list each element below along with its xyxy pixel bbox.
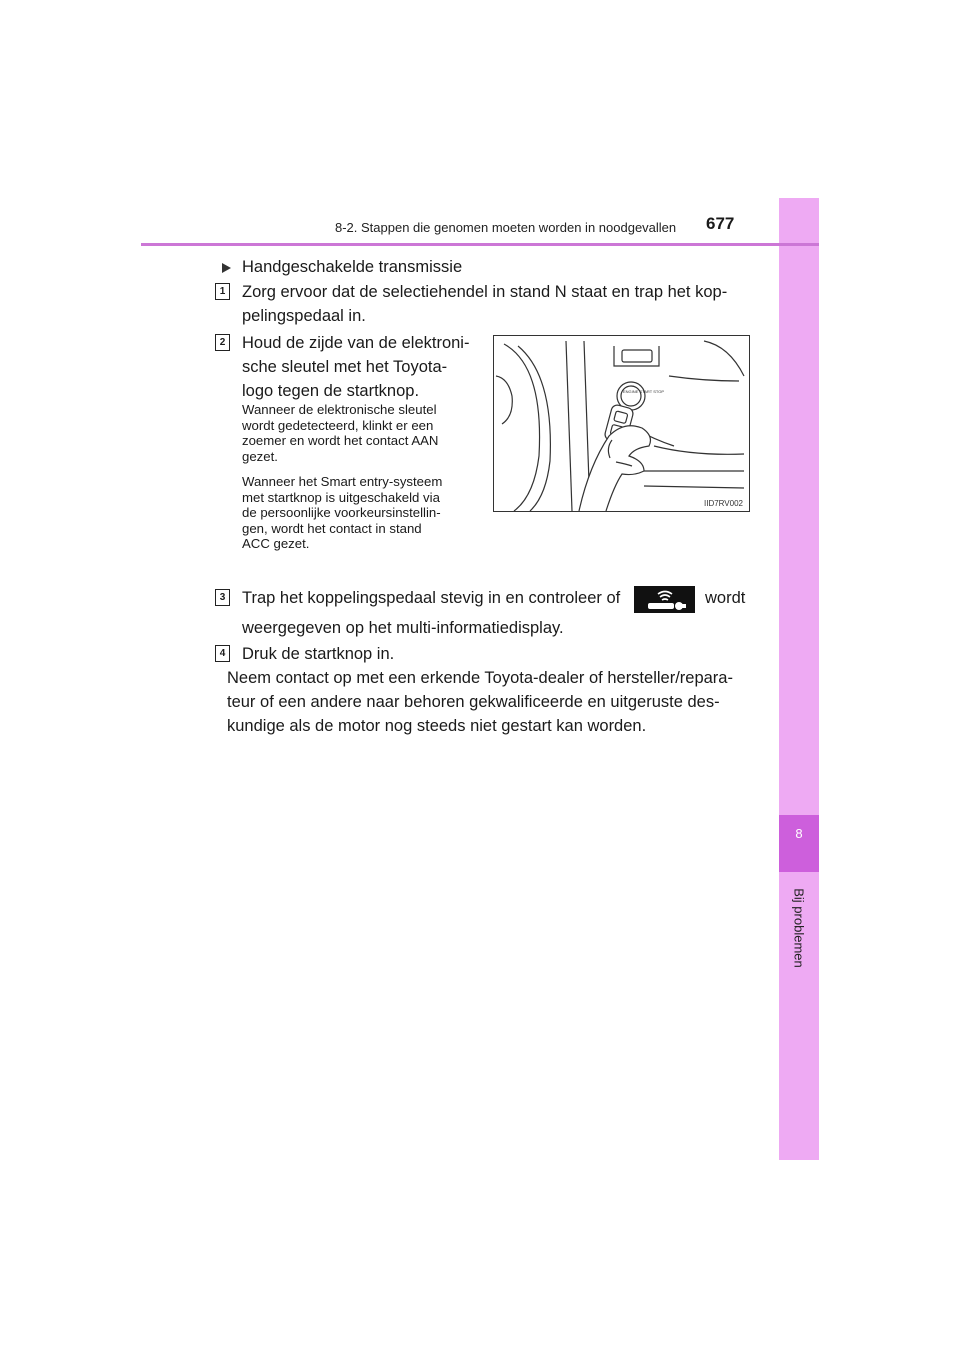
note-detected-line: Wanneer de elektronische sleutel bbox=[242, 402, 437, 417]
final-line-2: teur of een andere naar behoren gekwalificeerde en uitgeruste des- bbox=[227, 693, 720, 711]
step-3-badge: 3 bbox=[215, 589, 230, 606]
step-3-line-1-after: wordt bbox=[705, 589, 746, 607]
step-1-line-1: Zorg ervoor dat de selectiehendel in stand N staat en trap het kop- bbox=[242, 283, 728, 301]
note-disabled bbox=[242, 474, 479, 552]
step-4-text: Druk de startknop in. bbox=[242, 645, 395, 663]
subheading: Handgeschakelde transmissie bbox=[242, 258, 463, 276]
step-2-badge: 2 bbox=[215, 334, 230, 351]
chapter-label-wrap bbox=[784, 883, 814, 973]
key-to-start-button-illustration bbox=[493, 335, 750, 512]
note-disabled-line: ACC gezet. bbox=[242, 536, 310, 551]
step-2-line-3: logo tegen de startknop. bbox=[242, 382, 420, 400]
key-wireless-indicator-glyph bbox=[634, 586, 695, 613]
note-detected-line: zoemer en wordt het contact AAN bbox=[242, 433, 439, 448]
step-2-line-1: Houd de zijde van de elektroni- bbox=[242, 334, 470, 352]
note-detected bbox=[242, 402, 479, 464]
step-1-badge: 1 bbox=[215, 283, 230, 300]
section-title: 8-2. Stappen die genomen moeten worden in noodgevallen bbox=[335, 220, 677, 235]
step-3-line-1-before: Trap het koppelingspedaal stevig in en controleer of bbox=[242, 589, 621, 607]
note-detected-line: wordt gedetecteerd, klinkt er een bbox=[242, 417, 434, 433]
step-1-line-2: pelingspedaal in. bbox=[242, 307, 366, 325]
chapter-number: 8 bbox=[795, 826, 803, 841]
note-disabled-line: de persoonlijke voorkeursinstellin- bbox=[242, 505, 441, 520]
chapter-label: Bij problemen bbox=[791, 888, 807, 968]
chapter-tab bbox=[779, 815, 819, 872]
triangle-bullet-icon bbox=[222, 263, 231, 273]
start-button-label: ENGINE START STOP bbox=[623, 389, 665, 394]
illustration-drawing bbox=[494, 336, 749, 511]
note-detected-line: gezet. bbox=[242, 448, 278, 464]
note-disabled-line: met startknop is uitgeschakeld via bbox=[242, 489, 440, 505]
final-line-1: Neem contact op met een erkende Toyota-dealer of hersteller/repara- bbox=[227, 669, 733, 687]
note-disabled-line: Wanneer het Smart entry-systeem bbox=[242, 474, 443, 489]
chapter-sidebar bbox=[779, 198, 819, 1160]
note-disabled-line: gen, wordt het contact in stand bbox=[242, 520, 422, 536]
step-4-badge: 4 bbox=[215, 645, 230, 662]
final-line-3: kundige als de motor nog steeds niet gestart kan worden. bbox=[227, 717, 647, 735]
step-2-line-2: sche sleutel met het Toyota- bbox=[242, 358, 448, 376]
figure-code: IID7RV002 bbox=[704, 499, 743, 508]
key-wireless-indicator-icon bbox=[634, 586, 695, 613]
header-rule bbox=[141, 243, 819, 246]
page-number: 677 bbox=[706, 214, 735, 233]
step-3-line-2: weergegeven op het multi-informatiedisplay. bbox=[242, 619, 564, 637]
